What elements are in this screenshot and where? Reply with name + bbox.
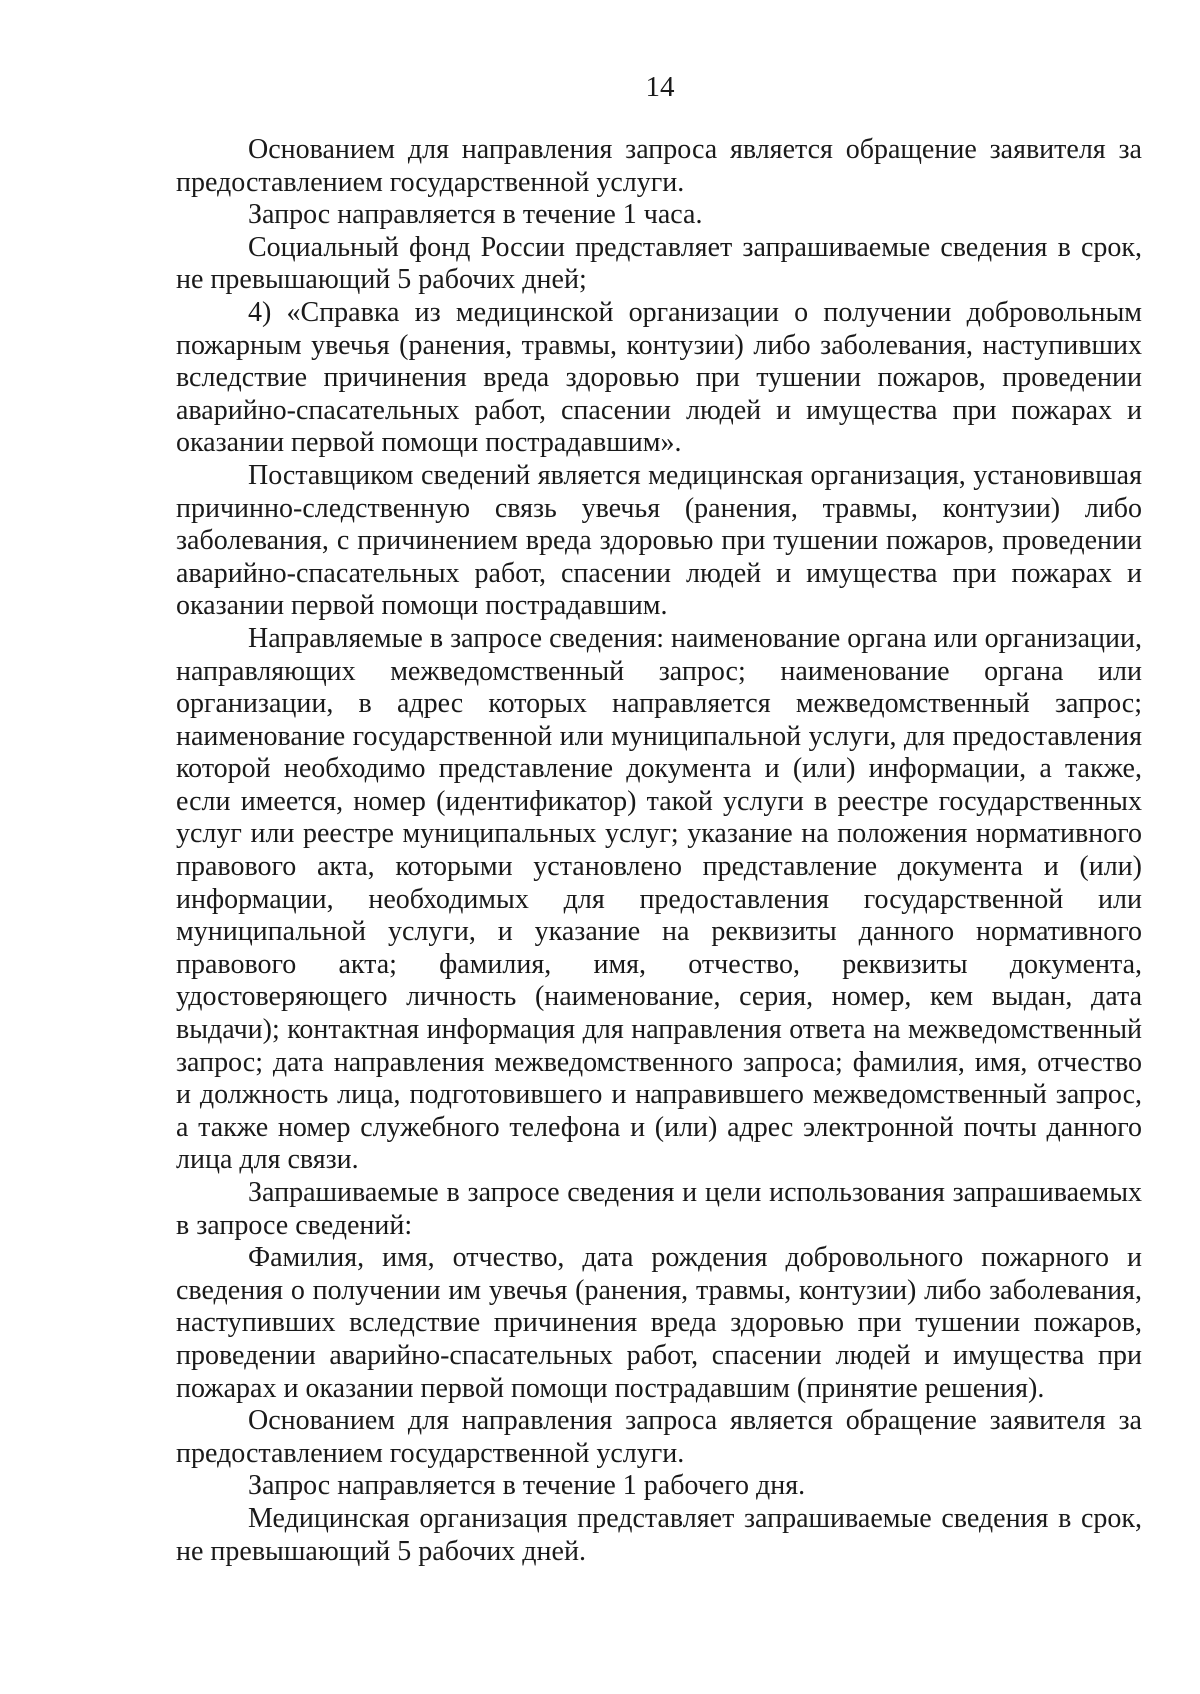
paragraph: Основанием для направления запроса является обращение заявителя за предоставлением государственной услуги. bbox=[176, 1405, 1142, 1469]
paragraph: Запрашиваемые в запросе сведения и цели использования запрашиваемых в запросе сведений: bbox=[176, 1177, 1142, 1241]
document-body bbox=[176, 134, 1142, 1568]
paragraph: Социальный фонд России представляет запрашиваемые сведения в срок, не превышающий 5 рабочих дней; bbox=[176, 231, 1142, 296]
paragraph: Запрос направляется в течение 1 часа. bbox=[248, 199, 703, 231]
paragraph: Запрос направляется в течение 1 рабочего дня. bbox=[248, 1470, 806, 1502]
paragraph: Поставщиком сведений является медицинская организация, установившая причинно-следственную связь увечья (ранения, травмы, контузии) либо заболевания, с причинением вреда здоровью при тушении пожаров, проведении аварийно-спасательных работ, спасении людей и имущества при пожарах и оказании первой помощи пострадавшим. bbox=[176, 459, 1142, 622]
paragraph: Медицинская организация представляет запрашиваемые сведения в срок, не превышающий 5 рабочих дней. bbox=[176, 1502, 1142, 1567]
paragraph: Основанием для направления запроса является обращение заявителя за предоставлением государственной услуги. bbox=[176, 134, 1142, 198]
paragraph: Фамилия, имя, отчество, дата рождения добровольного пожарного и сведения о получении им увечья (ранения, травмы, контузии) либо заболевания, наступивших вследствие причинения вреда здоровью при тушении пожаров, проведении аварийно-спасательных работ, спасении людей и имущества при пожарах и оказании первой помощи пострадавшим (принятие решения). bbox=[176, 1242, 1142, 1404]
paragraph: 4) «Справка из медицинской организации о получении добровольным пожарным увечья (ранения, травмы, контузии) либо заболевания, наступивших вследствие причинения вреда здоровью при тушении пожаров, проведении аварийно-спасательных работ, спасении людей и имущества при пожарах и оказании первой помощи пострадавшим». bbox=[176, 296, 1142, 459]
page-number: 14 bbox=[645, 71, 675, 103]
paragraph: Направляемые в запросе сведения: наименование органа или организации, направляющих межведомственный запрос; наименование органа или организации, в адрес которых направляется межведомственный запрос; наименование государственной или муниципальной услуги, для предоставления которой необходимо представление документа и (или) информации, а также, если имеется, номер (идентификатор) такой услуги в реестре государственных услуг или реестре муниципальных услуг; указание на положения нормативного правового акта, которыми установлено представление документа и (или) информации, необходимых для предоставления государственной или муниципальной услуги, и указание на реквизиты данного нормативного правового акта; фамилия, имя, отчество, реквизиты документа, удостоверяющего личность (наименование, серия, номер, кем выдан, дата выдачи); контактная информация для направления ответа на межведомственный запрос; дата направления межведомственного запроса; фамилия, имя, отчество и должность лица, подготовившего и направившего межведомственный запрос, а также номер служебного телефона и (или) адрес электронной почты данного лица для связи. bbox=[176, 622, 1142, 1176]
